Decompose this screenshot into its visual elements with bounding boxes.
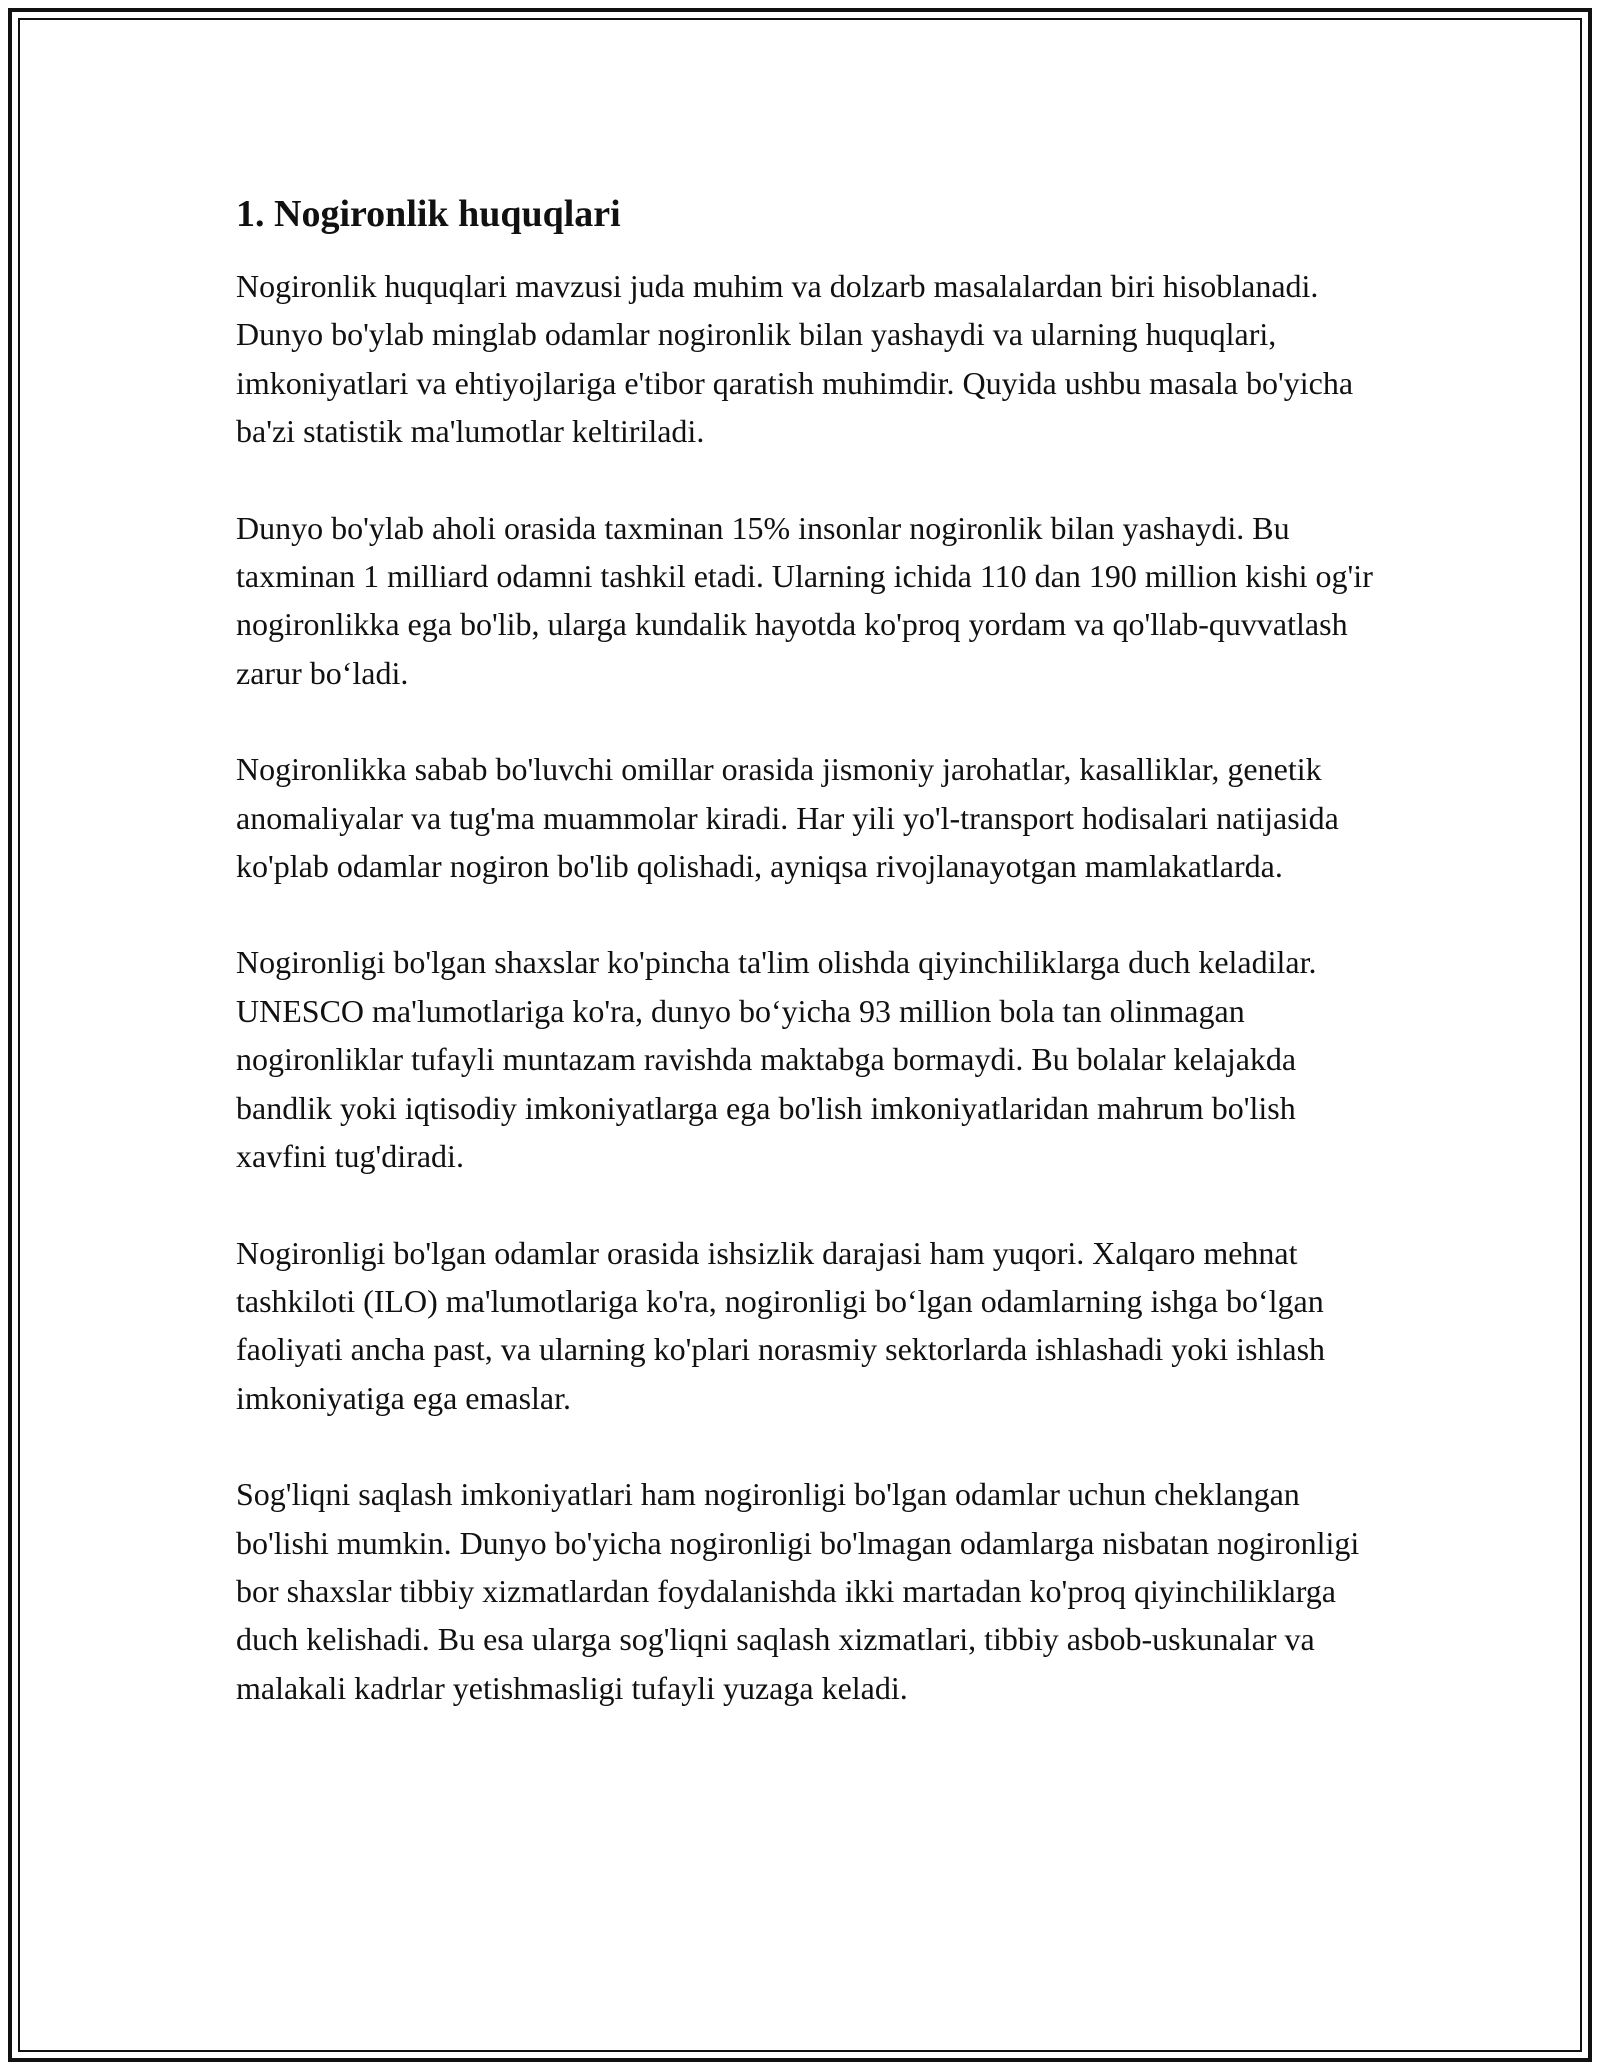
paragraph-causes: Nogironlikka sabab bo'luvchi omillar orasida jismoniy jarohatlar, kasalliklar, genetik anomaliyalar va tug'ma muammolar kiradi. Har yili yo'l-transport hodisalari natijasida ko'plab odamlar nogiron bo'lib qolishadi, ayniqsa rivojlanayotgan mamlakatlarda. <box>236 751 1339 885</box>
paragraph-healthcare: Sog'liqni saqlash imkoniyatlari ham nogironligi bo'lgan odamlar uchun cheklangan bo'lishi mumkin. Dunyo bo'yicha nogironligi bo'lmagan odamlarga nisbatan nogironligi bor shaxslar tibbiy xizmatlardan foydalanishda ikki martadan ko'proq qiyinchiliklarga duch kelishadi. Bu esa ularga sog'liqni saqlash xizmatlari, tibbiy asbob-uskunalar va malakali kadrlar yetishmasligi tufayli yuzaga keladi. <box>236 1476 1360 1706</box>
document-body <box>236 186 1386 1760</box>
paragraph-employment: Nogironligi bo'lgan odamlar orasida ishsizlik darajasi ham yuqori. Xalqaro mehnat tashkiloti (ILO) ma'lumotlariga ko'ra, nogironligi bo‘lgan odamlarning ishga bo‘lgan faoliyati ancha past, va ularning ko'plari norasmiy sektorlarda ishlashadi yoki ishlash imkoniyatiga ega emaslar. <box>236 1234 1326 1416</box>
paragraph-intro: Nogironlik huquqlari mavzusi juda muhim va dolzarb masalalardan biri hisoblanadi. Dunyo bo'ylab minglab odamlar nogironlik bilan yashaydi va ularning huquqlari, imkoniyatlari va ehtiyojlariga e'tibor qaratish muhimdir. Quyida ushbu masala bo'yicha ba'zi statistik ma'lumotlar keltiriladi. <box>236 268 1354 450</box>
section-heading: 1. Nogironlik huquqlari <box>236 193 621 235</box>
paragraph-education: Nogironligi bo'lgan shaxslar ko'pincha ta'lim olishda qiyinchiliklarga duch keladilar. UNESCO ma'lumotlariga ko'ra, dunyo bo‘yicha 93 million bola tan olinmagan nogironliklar tufayli muntazam ravishda maktabga bormaydi. Bu bolalar kelajakda bandlik yoki iqtisodiy imkoniyatlarga ega bo'lish imkoniyatlaridan mahrum bo'lish xavfini tug'diradi. <box>236 944 1317 1175</box>
paragraph-statistics: Dunyo bo'ylab aholi orasida taxminan 15% insonlar nogironlik bilan yashaydi. Bu taxminan 1 milliard odamni tashkil etadi. Ularning ichida 110 dan 190 million kishi og'ir nogironlikka ega bo'lib, ularga kundalik hayotda ko'proq yordam va qo'llab-quvvatlash zarur bo‘ladi. <box>236 509 1373 691</box>
